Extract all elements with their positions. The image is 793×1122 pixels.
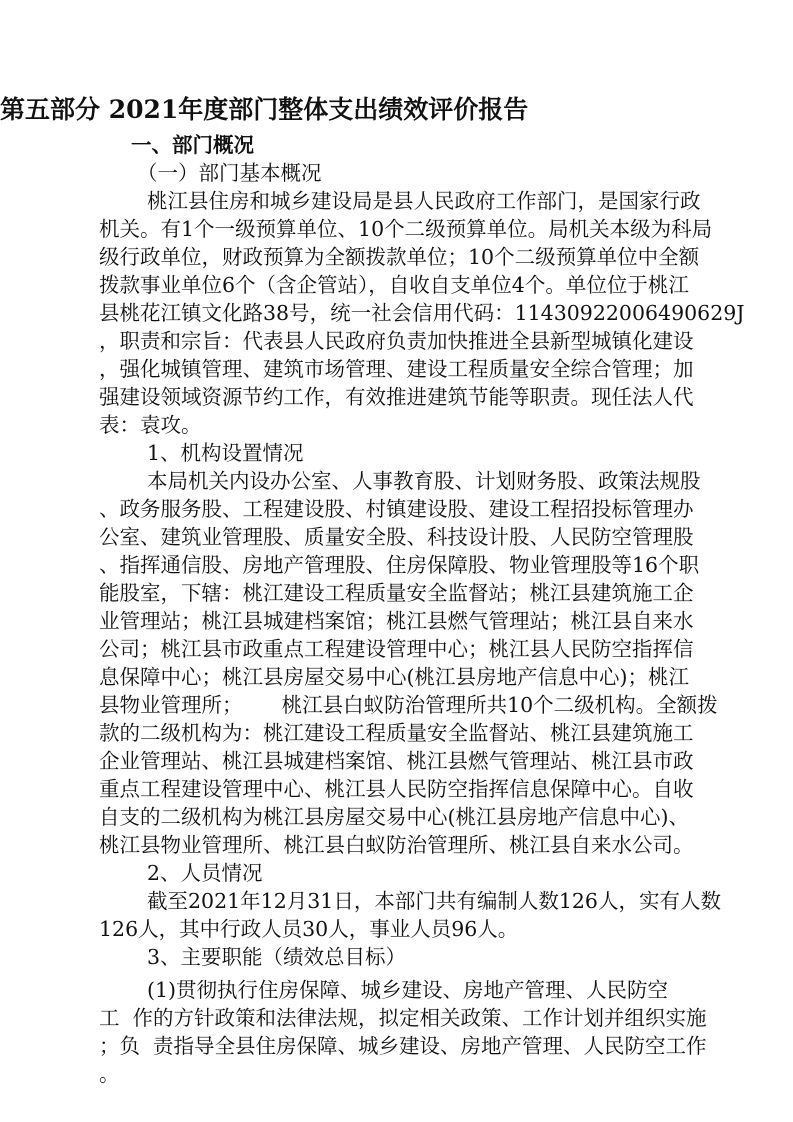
paragraph-line: 表：袁攻。 <box>99 413 202 437</box>
paragraph-line: 业管理站；桃江县城建档案馆；桃江县燃气管理站；桃江县自来水 <box>99 609 694 633</box>
paragraph-line: ，职责和宗旨：代表县人民政府负责加快推进全县新型城镇化建设 <box>99 329 694 353</box>
subsection-heading: （一）部门基本概况 <box>137 161 322 185</box>
paragraph-line: 。 <box>99 1062 120 1086</box>
paragraph-line: 息保障中心；桃江县房屋交易中心(桃江县房地产信息中心)；桃江 <box>99 665 689 689</box>
paragraph-line: 公司；桃江县市政重点工程建设管理中心；桃江县人民防空指挥信 <box>99 637 694 661</box>
paragraph-line: 公室、建筑业管理股、质量安全股、科技设计股、人民防空管理股 <box>99 525 694 549</box>
paragraph-line: 工 作的方针政策和法律法规，拟定相关政策、工作计划并组织实施 <box>99 1006 707 1030</box>
paragraph-line: 拨款事业单位6个（含企管站），自收自支单位4个。单位位于桃江 <box>99 273 689 297</box>
paragraph-line: 款的二级机构为：桃江建设工程质量安全监督站、桃江县建筑施工 <box>99 721 694 745</box>
paragraph-line: 企业管理站、桃江县城建档案馆、桃江县燃气管理站、桃江县市政 <box>99 749 694 773</box>
paragraph-line: 县桃花江镇文化路38号，统一社会信用代码：11430922006490629J <box>99 301 745 325</box>
paragraph-line: 能股室，下辖：桃江建设工程质量安全监督站；桃江县建筑施工企 <box>99 581 694 605</box>
item-heading: 3、主要职能（绩效总目标） <box>147 945 407 969</box>
paragraph-line: 126人，其中行政人员30人，事业人员96人。 <box>99 917 519 941</box>
paragraph-line: 截至2021年12月31日，本部门共有编制人数126人，实有人数 <box>147 889 721 913</box>
paragraph-line: 自支的二级机构为桃江县房屋交易中心(桃江县房地产信息中心)、 <box>99 805 689 829</box>
paragraph-line: 机关。有1个一级预算单位、10个二级预算单位。局机关本级为科局 <box>99 217 713 241</box>
paragraph-line: 、政务服务股、工程建设股、村镇建设股、建设工程招投标管理办 <box>99 497 694 521</box>
document-title: 第五部分 2021年度部门整体支出绩效评价报告 <box>0 95 529 124</box>
paragraph-line: 桃江县住房和城乡建设局是县人民政府工作部门，是国家行政 <box>147 189 701 213</box>
paragraph-line: 桃江县物业管理所、桃江县白蚁防治管理所、桃江县自来水公司。 <box>99 833 694 857</box>
paragraph-line: ；负 责指导全县住房保障、城乡建设、房地产管理、人民防空工作 <box>99 1034 707 1058</box>
paragraph-line: 重点工程建设管理中心、桃江县人民防空指挥信息保障中心。自收 <box>99 777 694 801</box>
item-heading: 1、机构设置情况 <box>147 441 304 465</box>
paragraph-line: (1)贯彻执行住房保障、城乡建设、房地产管理、人民防空 <box>147 978 669 1002</box>
paragraph-line: 级行政单位，财政预算为全额拨款单位；10个二级预算单位中全额 <box>99 245 700 269</box>
section-heading: 一、部门概况 <box>131 133 254 157</box>
paragraph-line: 强建设领域资源节约工作，有效推进建筑节能等职责。现任法人代 <box>99 385 694 409</box>
paragraph-line: 、指挥通信股、房地产管理股、住房保障股、物业管理股等16个职 <box>99 553 700 577</box>
paragraph-line: 县物业管理所； 桃江县白蚁防治管理所共10个二级机构。全额拨 <box>99 693 718 717</box>
item-heading: 2、人员情况 <box>147 861 263 885</box>
paragraph-line: ，强化城镇管理、建筑市场管理、建设工程质量安全综合管理；加 <box>99 357 694 381</box>
paragraph-line: 本局机关内设办公室、人事教育股、计划财务股、政策法规股 <box>147 469 701 493</box>
